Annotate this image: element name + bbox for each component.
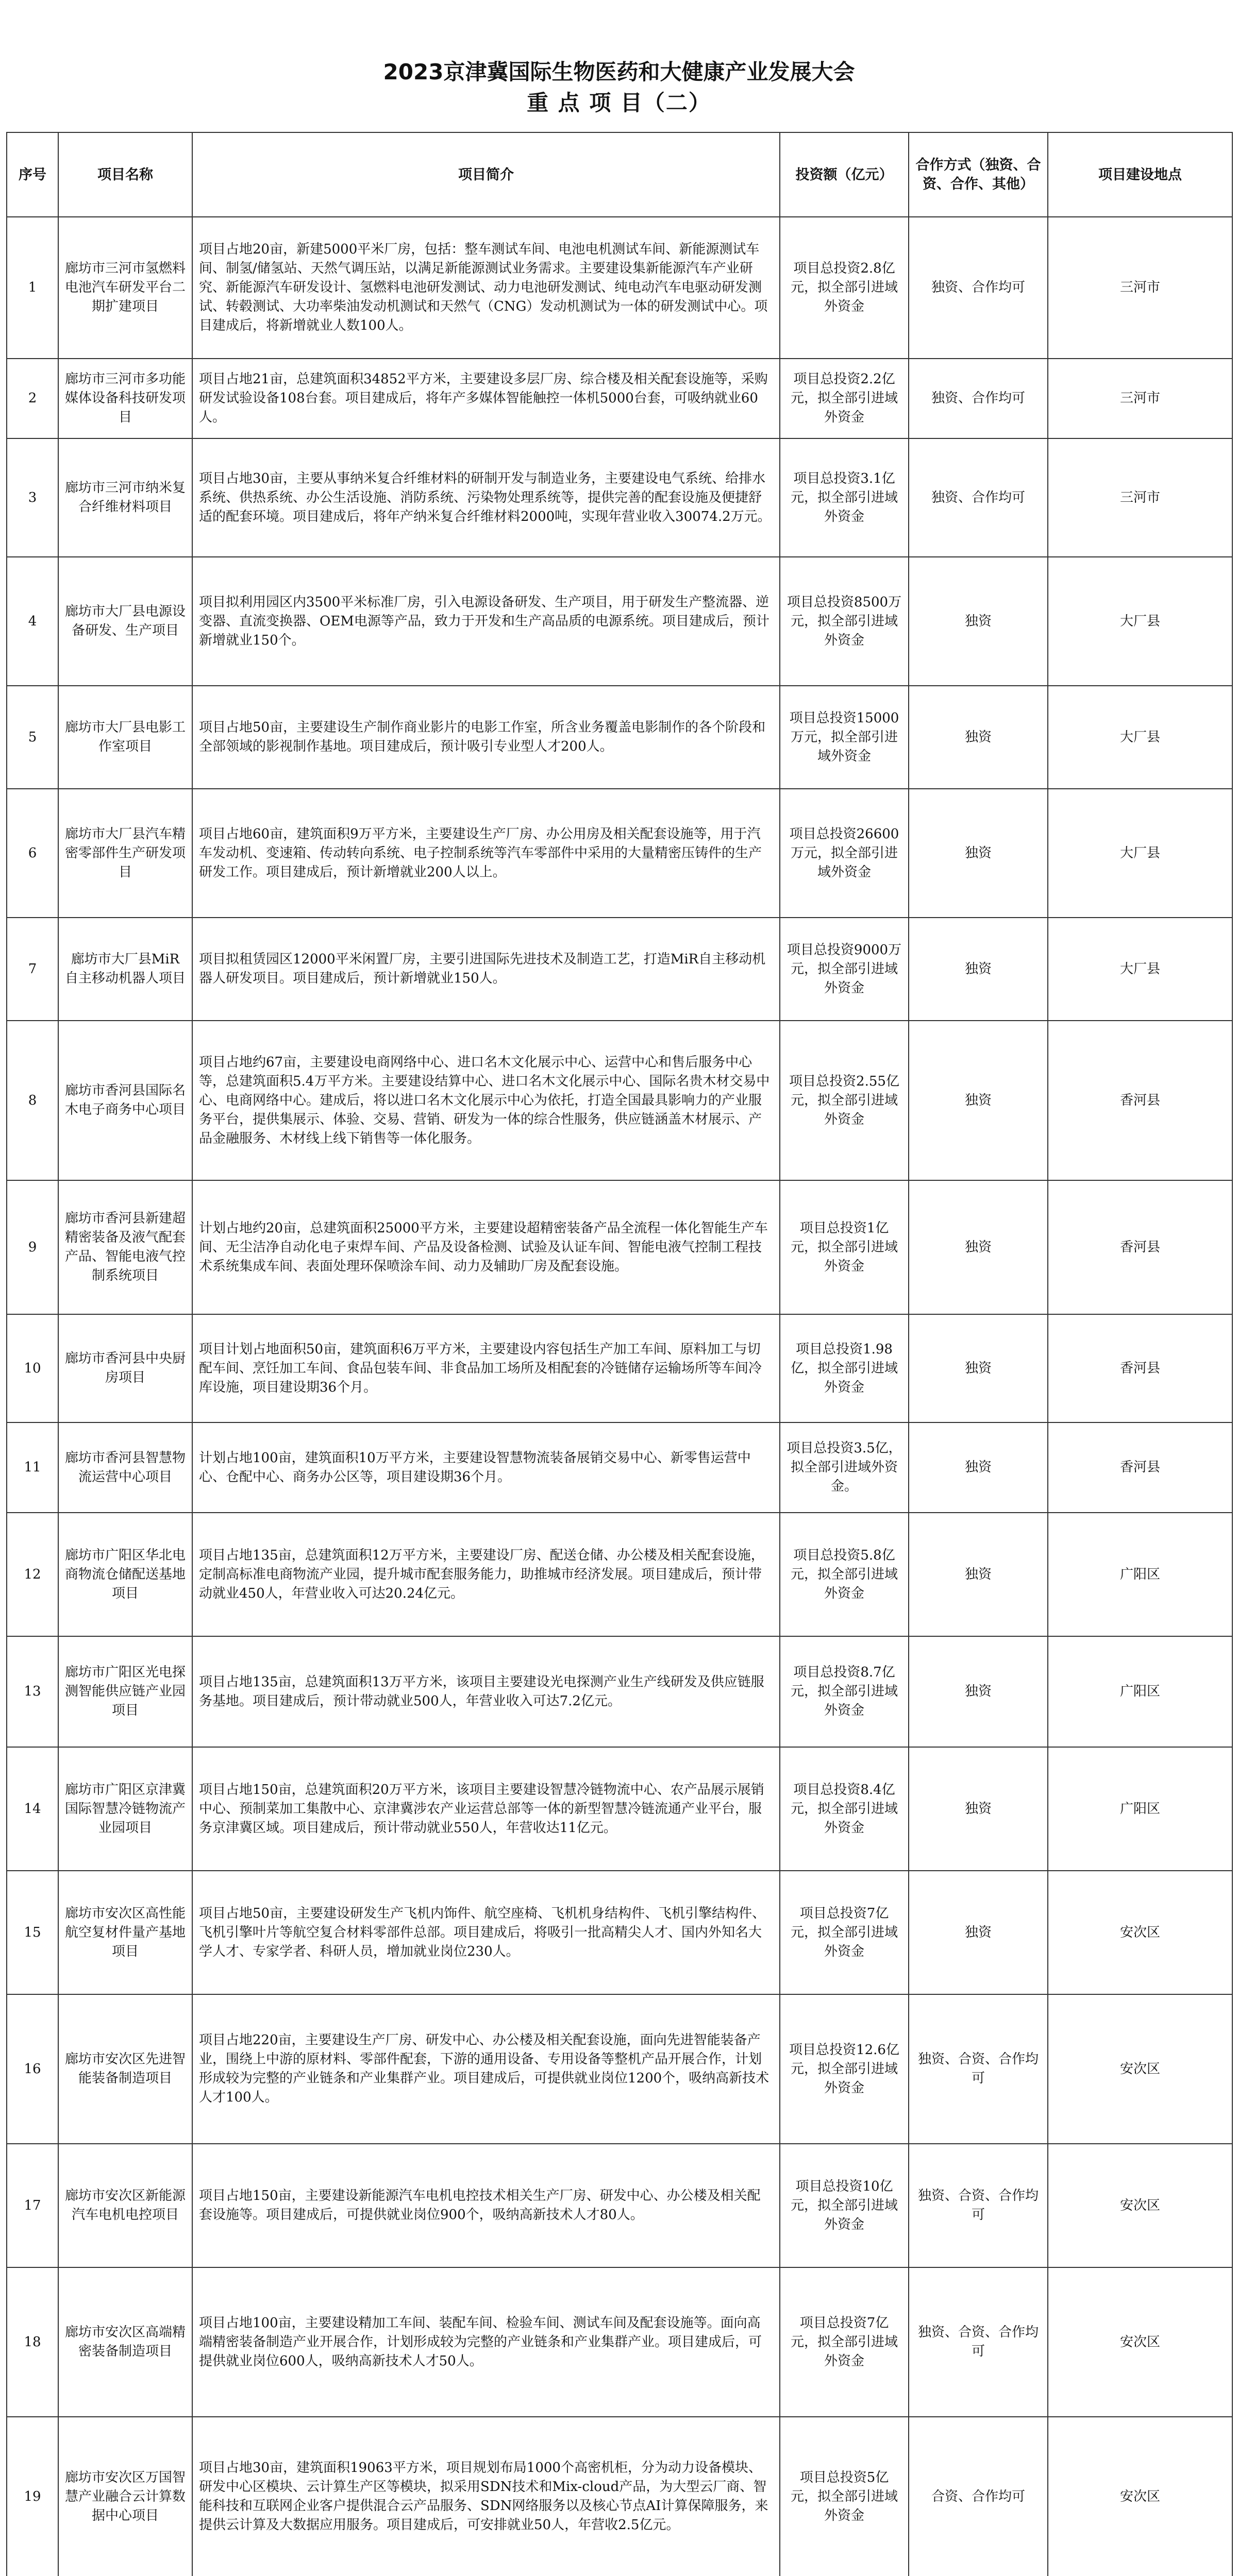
cell-no: 7 — [7, 918, 58, 1021]
cell-name: 廊坊市大厂县汽车精密零部件生产研发项目 — [58, 789, 192, 918]
cell-name: 廊坊市香河县中央厨房项目 — [58, 1314, 192, 1422]
cell-coop: 独资、合作均可 — [909, 217, 1048, 359]
cell-coop: 独资 — [909, 1422, 1048, 1513]
cell-no: 13 — [7, 1636, 58, 1747]
cell-no: 14 — [7, 1747, 58, 1871]
table-row — [7, 789, 1232, 918]
cell-coop: 独资、合资、合作均可 — [909, 2144, 1048, 2267]
cell-desc: 项目占地50亩，主要建设生产制作商业影片的电影工作室，所含业务覆盖电影制作的各个阶段和全部领域的影视制作基地。项目建成后，预计吸引专业型人才200人。 — [192, 686, 780, 789]
cell-location: 香河县 — [1048, 1314, 1232, 1422]
cell-no: 4 — [7, 557, 58, 686]
cell-coop: 独资 — [909, 1636, 1048, 1747]
cell-coop: 合资、合作均可 — [909, 2417, 1048, 2576]
column-header-desc: 项目简介 — [192, 132, 780, 217]
cell-desc: 项目占地135亩，总建筑面积13万平方米，该项目主要建设光电探测产业生产线研发及供应链服务基地。项目建成后，预计带动就业500人，年营业收入可达7.2亿元。 — [192, 1636, 780, 1747]
cell-investment: 项目总投资2.2亿元，拟全部引进域外资金 — [780, 359, 909, 438]
cell-coop: 独资、合作均可 — [909, 438, 1048, 557]
cell-coop: 独资 — [909, 1021, 1048, 1180]
cell-no: 16 — [7, 1994, 58, 2144]
cell-desc: 项目占地30亩，主要从事纳米复合纤维材料的研制开发与制造业务，主要建设电气系统、给排水系统、供热系统、办公生活设施、消防系统、污染物处理系统等，提供完善的配套设施及便捷舒适的配套环境。项目建成后，将年产纳米复合纤维材料2000吨，实现年营业收入30074.2万元。 — [192, 438, 780, 557]
table-row — [7, 2417, 1232, 2576]
cell-name: 廊坊市安次区万国智慧产业融合云计算数据中心项目 — [58, 2417, 192, 2576]
cell-location: 安次区 — [1048, 2267, 1232, 2417]
cell-coop: 独资 — [909, 1747, 1048, 1871]
cell-name: 廊坊市安次区高端精密装备制造项目 — [58, 2267, 192, 2417]
cell-location: 三河市 — [1048, 359, 1232, 438]
cell-desc: 计划占地约20亩，总建筑面积25000平方米，主要建设超精密装备产品全流程一体化智能生产车间、无尘洁净自动化电子束焊车间、产品及设备检测、试验及认证车间、智能电液气控制工程技术系统集成车间、表面处理环保喷涂车间、动力及辅助厂房及配套设施。 — [192, 1180, 780, 1314]
cell-investment: 项目总投资26600万元，拟全部引进域外资金 — [780, 789, 909, 918]
table-row — [7, 1636, 1232, 1747]
cell-no: 2 — [7, 359, 58, 438]
cell-investment: 项目总投资8.4亿元，拟全部引进域外资金 — [780, 1747, 909, 1871]
table-row — [7, 2144, 1232, 2267]
table-row — [7, 1180, 1232, 1314]
cell-location: 广阳区 — [1048, 1513, 1232, 1636]
cell-location: 安次区 — [1048, 2417, 1232, 2576]
table-row — [7, 1994, 1232, 2144]
cell-investment: 项目总投资7亿元，拟全部引进域外资金 — [780, 1871, 909, 1994]
cell-coop: 独资 — [909, 918, 1048, 1021]
cell-no: 3 — [7, 438, 58, 557]
cell-coop: 独资 — [909, 1871, 1048, 1994]
cell-name: 廊坊市大厂县电源设备研发、生产项目 — [58, 557, 192, 686]
table-row — [7, 557, 1232, 686]
page-subtitle: 重 点 项 目（二） — [527, 90, 711, 115]
cell-location: 香河县 — [1048, 1422, 1232, 1513]
cell-investment: 项目总投资8500万元，拟全部引进域外资金 — [780, 557, 909, 686]
cell-no: 1 — [7, 217, 58, 359]
cell-no: 15 — [7, 1871, 58, 1994]
cell-desc: 项目占地30亩，建筑面积19063平方米，项目规划布局1000个高密机柜，分为动力设备模块、研发中心区模块、云计算生产区等模块，拟采用SDN技术和Mix-cloud产品，为大型云厂商、智能科技和互联网企业客户提供混合云产品服务、SDN网络服务以及核心节点AI计算保障服务，来提供云计算及大数据应用服务。项目建成后，可安排就业50人，年营收2.5亿元。 — [192, 2417, 780, 2576]
cell-location: 大厂县 — [1048, 789, 1232, 918]
cell-no: 8 — [7, 1021, 58, 1180]
cell-desc: 项目占地220亩，主要建设生产厂房、研发中心、办公楼及相关配套设施，面向先进智能装备产业，围绕上中游的原材料、零部件配套，下游的通用设备、专用设备等整机产品开展合作，计划形成较为完整的产业链条和产业集群产业。项目建成后，可提供就业岗位1200个，吸纳高新技术人才100人。 — [192, 1994, 780, 2144]
table-row — [7, 1021, 1232, 1180]
cell-name: 廊坊市广阳区华北电商物流仓储配送基地项目 — [58, 1513, 192, 1636]
cell-desc: 项目拟利用园区内3500平米标准厂房，引入电源设备研发、生产项目，用于研发生产整流器、逆变器、直流变换器、OEM电源等产品，致力于开发和生产高品质的电源系统。项目建成后，预计新增就业150个。 — [192, 557, 780, 686]
cell-desc: 计划占地100亩，建筑面积10万平方米，主要建设智慧物流装备展销交易中心、新零售运营中心、仓配中心、商务办公区等，项目建设期36个月。 — [192, 1422, 780, 1513]
cell-investment: 项目总投资3.5亿，拟全部引进域外资金。 — [780, 1422, 909, 1513]
cell-investment: 项目总投资7亿元，拟全部引进域外资金 — [780, 2267, 909, 2417]
cell-desc: 项目占地21亩，总建筑面积34852平方米，主要建设多层厂房、综合楼及相关配套设施等，采购研发试验设备108台套。项目建成后，将年产多媒体智能触控一体机5000台套，可吸纳就业60人。 — [192, 359, 780, 438]
cell-coop: 独资、合资、合作均可 — [909, 1994, 1048, 2144]
cell-desc: 项目拟租赁园区12000平米闲置厂房，主要引进国际先进技术及制造工艺，打造MiR自主移动机器人研发项目。项目建成后，预计新增就业150人。 — [192, 918, 780, 1021]
cell-location: 香河县 — [1048, 1180, 1232, 1314]
table-body — [7, 217, 1232, 2576]
cell-investment: 项目总投资10亿元，拟全部引进域外资金 — [780, 2144, 909, 2267]
cell-name: 廊坊市三河市多功能媒体设备科技研发项目 — [58, 359, 192, 438]
table-row — [7, 1871, 1232, 1994]
column-header-investment: 投资额（亿元） — [780, 132, 909, 217]
cell-location: 安次区 — [1048, 2144, 1232, 2267]
page-title: 2023京津冀国际生物医药和大健康产业发展大会 — [383, 59, 855, 84]
cell-desc: 项目占地50亩，主要建设研发生产飞机内饰件、航空座椅、飞机机身结构件、飞机引擎结构件、飞机引擎叶片等航空复合材料零部件总部。项目建成后，将吸引一批高精尖人才、国内外知名大学人才、专家学者、科研人员，增加就业岗位230人。 — [192, 1871, 780, 1994]
column-header-location: 项目建设地点 — [1048, 132, 1232, 217]
cell-location: 三河市 — [1048, 217, 1232, 359]
cell-no: 6 — [7, 789, 58, 918]
cell-investment: 项目总投资2.55亿元，拟全部引进域外资金 — [780, 1021, 909, 1180]
cell-location: 大厂县 — [1048, 686, 1232, 789]
cell-name: 廊坊市安次区新能源汽车电机电控项目 — [58, 2144, 192, 2267]
table-header-row — [7, 132, 1232, 217]
cell-name: 廊坊市三河市氢燃料电池汽车研发平台二期扩建项目 — [58, 217, 192, 359]
cell-investment: 项目总投资5.8亿元，拟全部引进域外资金 — [780, 1513, 909, 1636]
cell-investment: 项目总投资5亿元，拟全部引进域外资金 — [780, 2417, 909, 2576]
cell-name: 廊坊市香河县新建超精密装备及液气配套产品、智能电液气控制系统项目 — [58, 1180, 192, 1314]
cell-desc: 项目占地135亩，总建筑面积12万平方米，主要建设厂房、配送仓储、办公楼及相关配套设施，定制高标准电商物流产业园，提升城市配套服务能力，助推城市经济发展。项目建成后，预计带动就业450人，年营业收入可达20.24亿元。 — [192, 1513, 780, 1636]
cell-coop: 独资 — [909, 789, 1048, 918]
cell-name: 廊坊市香河县智慧物流运营中心项目 — [58, 1422, 192, 1513]
cell-coop: 独资 — [909, 1314, 1048, 1422]
cell-desc: 项目计划占地面积50亩，建筑面积6万平方米，主要建设内容包括生产加工车间、原料加工与切配车间、烹饪加工车间、食品包装车间、非食品加工场所及相配套的冷链储存运输场所等车间冷库设施，项目建设期36个月。 — [192, 1314, 780, 1422]
column-header-coop: 合作方式（独资、合资、合作、其他） — [909, 132, 1048, 217]
cell-coop: 独资、合作均可 — [909, 359, 1048, 438]
cell-no: 9 — [7, 1180, 58, 1314]
cell-investment: 项目总投资2.8亿元，拟全部引进域外资金 — [780, 217, 909, 359]
cell-location: 三河市 — [1048, 438, 1232, 557]
cell-desc: 项目占地60亩，建筑面积9万平方米，主要建设生产厂房、办公用房及相关配套设施等，用于汽车发动机、变速箱、传动转向系统、电子控制系统等汽车零部件中采用的大量精密压铸件的生产研发工作。项目建成后，预计新增就业200人以上。 — [192, 789, 780, 918]
table-row — [7, 918, 1232, 1021]
cell-investment: 项目总投资8.7亿元，拟全部引进域外资金 — [780, 1636, 909, 1747]
table-row — [7, 2267, 1232, 2417]
page-heading — [0, 57, 1238, 118]
cell-location: 香河县 — [1048, 1021, 1232, 1180]
table-row — [7, 1422, 1232, 1513]
table-row — [7, 1314, 1232, 1422]
cell-name: 廊坊市安次区高性能航空复材件量产基地项目 — [58, 1871, 192, 1994]
cell-desc: 项目占地约67亩，主要建设电商网络中心、进口名木文化展示中心、运营中心和售后服务中心等，总建筑面积5.4万平方米。主要建设结算中心、进口名木文化展示中心、国际名贵木材交易中心、电商网络中心。建成后，将以进口名木文化展示中心为依托，打造全国最具影响力的产业服务平台，提供集展示、体验、交易、营销、研发为一体的综合性服务，供应链涵盖木材展示、产品金融服务、木材线上线下销售等一体化服务。 — [192, 1021, 780, 1180]
table-row — [7, 217, 1232, 359]
table-row — [7, 359, 1232, 438]
cell-location: 安次区 — [1048, 1871, 1232, 1994]
cell-coop: 独资 — [909, 557, 1048, 686]
cell-coop: 独资、合资、合作均可 — [909, 2267, 1048, 2417]
cell-no: 10 — [7, 1314, 58, 1422]
cell-location: 大厂县 — [1048, 918, 1232, 1021]
cell-name: 廊坊市三河市纳米复合纤维材料项目 — [58, 438, 192, 557]
cell-location: 广阳区 — [1048, 1636, 1232, 1747]
cell-no: 11 — [7, 1422, 58, 1513]
cell-investment: 项目总投资15000万元，拟全部引进域外资金 — [780, 686, 909, 789]
cell-coop: 独资 — [909, 1180, 1048, 1314]
projects-table — [6, 132, 1233, 2576]
cell-no: 19 — [7, 2417, 58, 2576]
cell-no: 12 — [7, 1513, 58, 1636]
cell-no: 18 — [7, 2267, 58, 2417]
cell-investment: 项目总投资9000万元，拟全部引进域外资金 — [780, 918, 909, 1021]
cell-no: 5 — [7, 686, 58, 789]
column-header-no: 序号 — [7, 132, 58, 217]
table-row — [7, 1747, 1232, 1871]
cell-investment: 项目总投资3.1亿元，拟全部引进域外资金 — [780, 438, 909, 557]
cell-no: 17 — [7, 2144, 58, 2267]
cell-investment: 项目总投资1亿元，拟全部引进域外资金 — [780, 1180, 909, 1314]
cell-desc: 项目占地150亩，主要建设新能源汽车电机电控技术相关生产厂房、研发中心、办公楼及相关配套设施等。项目建成后，可提供就业岗位900个，吸纳高新技术人才80人。 — [192, 2144, 780, 2267]
cell-investment: 项目总投资1.98亿，拟全部引进域外资金 — [780, 1314, 909, 1422]
cell-name: 廊坊市大厂县MiR自主移动机器人项目 — [58, 918, 192, 1021]
cell-name: 廊坊市香河县国际名木电子商务中心项目 — [58, 1021, 192, 1180]
cell-location: 广阳区 — [1048, 1747, 1232, 1871]
cell-location: 大厂县 — [1048, 557, 1232, 686]
cell-coop: 独资 — [909, 1513, 1048, 1636]
table-row — [7, 1513, 1232, 1636]
column-header-name: 项目名称 — [58, 132, 192, 217]
cell-investment: 项目总投资12.6亿元，拟全部引进域外资金 — [780, 1994, 909, 2144]
cell-location: 安次区 — [1048, 1994, 1232, 2144]
table-row — [7, 438, 1232, 557]
cell-desc: 项目占地100亩，主要建设精加工车间、装配车间、检验车间、测试车间及配套设施等。面向高端精密装备制造产业开展合作，计划形成较为完整的产业链条和产业集群产业。项目建成后，可提供就业岗位600人，吸纳高新技术人才50人。 — [192, 2267, 780, 2417]
cell-name: 廊坊市大厂县电影工作室项目 — [58, 686, 192, 789]
cell-coop: 独资 — [909, 686, 1048, 789]
table-row — [7, 686, 1232, 789]
cell-name: 廊坊市广阳区京津冀国际智慧冷链物流产业园项目 — [58, 1747, 192, 1871]
cell-desc: 项目占地20亩，新建5000平米厂房，包括：整车测试车间、电池电机测试车间、新能源测试车间、制氢/储氢站、天然气调压站，以满足新能源测试业务需求。主要建设集新能源汽车产业研究、新能源汽车研发设计、氢燃料电池研发测试、动力电池研发测试、纯电动汽车电驱动研发测试、转毂测试、大功率柴油发动机测试和天然气（CNG）发动机测试为一体的研发测试中心。项目建成后，将新增就业人数100人。 — [192, 217, 780, 359]
cell-name: 廊坊市广阳区光电探测智能供应链产业园项目 — [58, 1636, 192, 1747]
cell-name: 廊坊市安次区先进智能装备制造项目 — [58, 1994, 192, 2144]
cell-desc: 项目占地150亩，总建筑面积20万平方米，该项目主要建设智慧冷链物流中心、农产品展示展销中心、预制菜加工集散中心、京津冀涉农产业运营总部等一体的新型智慧冷链流通产业平台，服务京津冀区域。项目建成后，预计带动就业550人，年营收达11亿元。 — [192, 1747, 780, 1871]
